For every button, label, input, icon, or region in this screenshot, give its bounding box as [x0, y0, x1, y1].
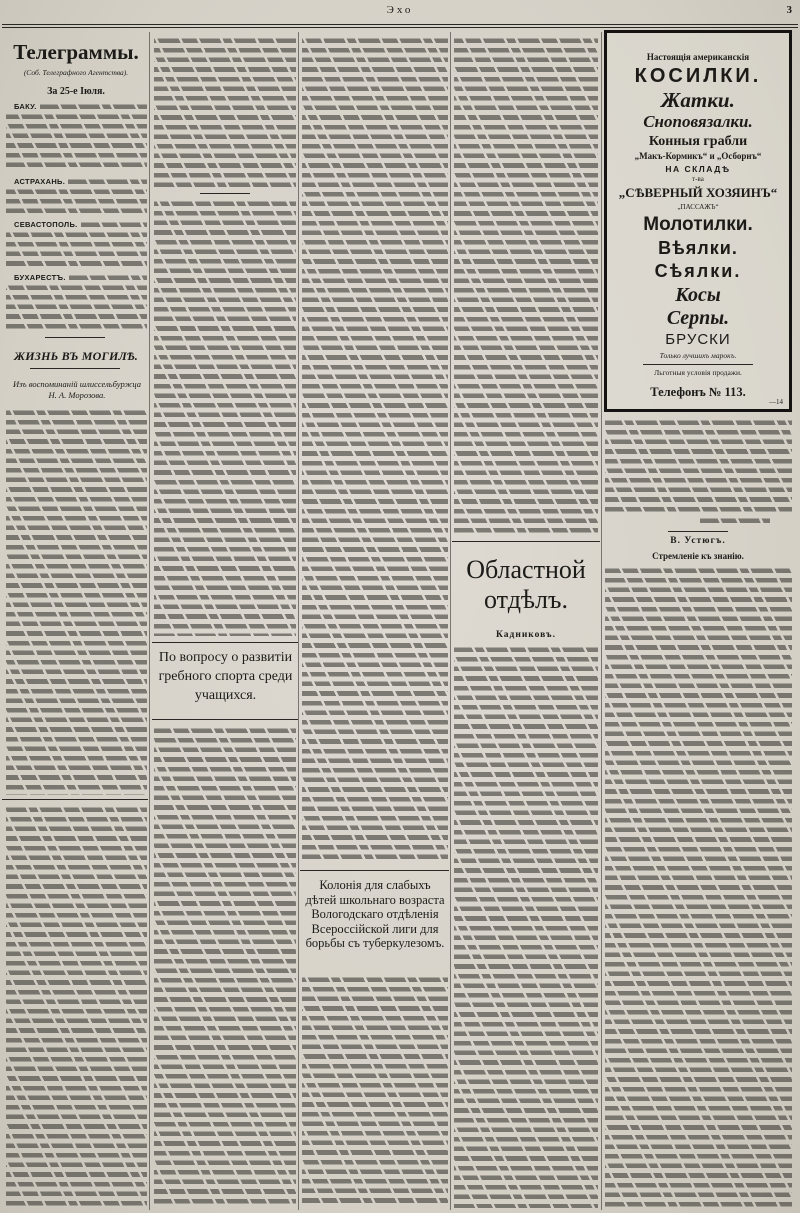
section-rule	[152, 642, 298, 643]
memoir-subtitle: Изъ воспоминаній шлиссельбуржца Н. А. Морозова.	[12, 379, 142, 400]
ad-brands: „Макъ-Кормикъ“ и „Осборнъ“	[634, 151, 762, 161]
illegible-text-block	[454, 36, 598, 534]
ad-company-name: „СѢВЕРНЫЙ ХОЗЯИНЪ“	[618, 185, 778, 200]
ad-product-whetstones: БРУСКИ	[665, 331, 731, 348]
ustyug-article-title: Стремленіе къ знанію.	[652, 551, 744, 561]
telegram-item	[6, 273, 147, 283]
regional-dateline: Кадниковъ.	[496, 630, 556, 640]
telegrams-date: За 25-е Іюля.	[47, 86, 105, 97]
illegible-text-block	[6, 230, 147, 268]
ad-company-prefix: т-ва	[692, 175, 704, 183]
ad-product-binders: Сноповязалки.	[643, 112, 753, 131]
section-rule	[452, 541, 600, 542]
telegram-place: СЕВАСТОПОЛЬ.	[14, 220, 78, 229]
ad-location: „ПАССАЖЪ“	[677, 203, 719, 211]
illegible-text-block	[454, 645, 598, 1208]
illegible-text-line	[40, 102, 147, 112]
ustyug-dateline: В. Устюгъ.	[670, 536, 726, 546]
ad-product-seeders: Сѣялки.	[654, 261, 742, 281]
column-divider	[601, 32, 602, 1210]
ad-product-threshers: Молотилки.	[643, 214, 753, 235]
regional-section-title: Областной отдѣлъ.	[466, 555, 586, 614]
ad-product-scythes: Косы	[675, 284, 721, 306]
section-rule	[200, 193, 250, 194]
illegible-text-block	[605, 418, 792, 515]
page-number: 3	[786, 4, 792, 16]
telegram-item	[6, 220, 147, 230]
ad-terms: Льготныя условія продажи.	[654, 368, 742, 377]
telegram-place: АСТРАХАНЬ.	[14, 177, 66, 186]
header-rule	[2, 24, 798, 25]
illegible-text-block	[6, 805, 147, 1208]
section-rule	[300, 870, 449, 871]
telegrams-heading: Телеграммы.	[13, 40, 139, 64]
telegram-item	[6, 102, 147, 112]
section-rule	[152, 719, 298, 720]
ad-number: —14	[769, 398, 783, 406]
section-rule	[45, 337, 105, 338]
telegram-place: БАКУ.	[14, 102, 37, 111]
illegible-text-block	[6, 112, 147, 170]
ad-quality-note: Только лучшихъ марокъ.	[659, 351, 737, 360]
illegible-text-block	[605, 566, 792, 1208]
ad-product-rakes: Конныя грабли	[648, 134, 748, 149]
ad-product-reapers: Жатки.	[661, 88, 735, 112]
agricultural-machinery-advert	[604, 30, 792, 412]
illegible-text-line	[81, 220, 147, 230]
section-rule	[668, 531, 728, 532]
ad-intro: Настоящія американскія	[646, 52, 750, 62]
title-underline	[30, 368, 120, 369]
ad-product-winnowers: Вѣялки.	[658, 238, 738, 258]
colony-article-title: Колонія для слабыхъ дѣтей школьнаго возраста Вологодскаго отдѣленія Всероссійской лиги для борьбы съ туберкулезомъ.	[305, 878, 445, 950]
rowing-article-title: По вопросу о развитіи гребного спорта среди учащихся.	[158, 650, 293, 703]
masthead-title: Эхо	[386, 4, 414, 16]
telegrams-source: (Соб. Телеграфного Агентства).	[23, 68, 129, 77]
illegible-text-block	[6, 187, 147, 216]
ad-product-sickles: Серпы.	[666, 307, 730, 329]
ad-warehouse-label: НА СКЛАДѢ	[665, 164, 731, 174]
ad-rule	[643, 364, 753, 365]
header-rule	[2, 27, 798, 28]
illegible-signature	[700, 516, 770, 526]
illegible-text-block	[302, 36, 448, 862]
column-divider	[298, 32, 299, 1210]
column-divider	[149, 32, 150, 1210]
illegible-text-block	[302, 975, 448, 1208]
section-rule	[2, 799, 148, 800]
illegible-text-block	[154, 199, 296, 636]
illegible-text-line	[69, 273, 147, 283]
illegible-text-block	[6, 408, 147, 795]
illegible-text-block	[154, 726, 296, 1208]
telegram-place: БУХАРЕСТЪ.	[14, 273, 66, 282]
telegram-item	[6, 177, 147, 187]
ad-product-mowers: КОСИЛКИ.	[634, 65, 762, 87]
illegible-text-block	[154, 36, 296, 188]
memoir-title: ЖИЗНЬ ВЪ МОГИЛѢ.	[14, 349, 138, 363]
column-divider	[450, 32, 451, 1210]
illegible-text-line	[68, 177, 147, 187]
ad-phone: Телефонъ № 113.	[650, 385, 746, 399]
illegible-text-block	[6, 283, 147, 331]
